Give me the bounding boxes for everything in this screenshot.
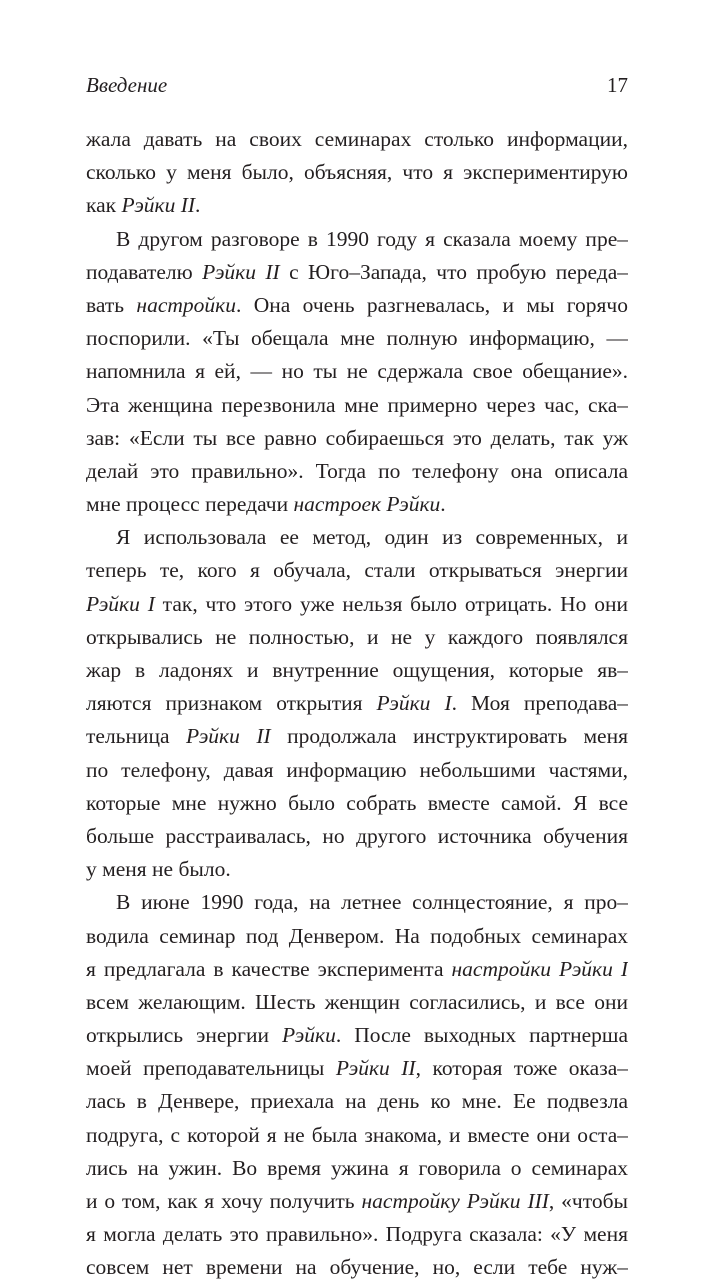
text-run: , которая тоже оказа–: [415, 1056, 628, 1081]
text-run: я могла делать это правильно». Подруга сказала: «У меня: [86, 1222, 628, 1247]
text-line: [86, 687, 628, 720]
text-line: [86, 123, 628, 156]
text-run: подруга, с которой я не была знакома, и вместе они оста–: [86, 1122, 628, 1147]
text-line: [86, 1052, 628, 1085]
text-run: зав: «Если ты все равно собираешься это делать, так уж: [86, 425, 628, 450]
text-run: водила семинар под Денвером. На подобных семинарах: [86, 923, 628, 948]
text-line: [86, 554, 628, 587]
text-line: [86, 455, 628, 488]
text-line: [86, 588, 628, 621]
italic-term: Рэйки II: [121, 193, 196, 218]
text-line: [86, 853, 628, 886]
text-run: продолжала инструктировать меня: [270, 724, 628, 749]
text-run: которые мне нужно было собрать вместе самой. Я все: [86, 790, 628, 815]
text-line: [86, 322, 628, 355]
italic-term: Рэйки II: [202, 259, 280, 284]
text-run: В июне 1990 года, на летнее солнцестояние, я про–: [116, 890, 628, 915]
italic-term: Рэйки I: [86, 591, 155, 616]
text-line: [86, 488, 628, 521]
text-line: [86, 256, 628, 289]
text-run: моей преподавательницы: [86, 1056, 336, 1081]
text-line: [86, 953, 628, 986]
text-run: Эта женщина перезвонила мне примерно через час, ска–: [86, 392, 628, 417]
text-line: [86, 355, 628, 388]
text-run: . Моя преподава–: [451, 691, 628, 716]
italic-term: настройки Рэйки I: [451, 956, 628, 981]
text-run: .: [195, 193, 201, 218]
text-run: открылись энергии: [86, 1023, 282, 1048]
text-line: [86, 986, 628, 1019]
text-run: жала давать на своих семинарах столько информации,: [86, 127, 628, 151]
italic-term: Рэйки II: [335, 1056, 416, 1081]
text-line: [86, 820, 628, 853]
text-line: [86, 787, 628, 820]
text-run: я предлагала в качестве эксперимента: [86, 956, 452, 981]
text-run: совсем нет времени на обучение, но, если тебе нуж–: [86, 1255, 628, 1280]
text-line: [86, 920, 628, 953]
text-line: [86, 156, 628, 189]
text-line: [86, 754, 628, 787]
text-run: с Юго–Запада, что пробую переда–: [279, 259, 628, 284]
body-text: [86, 123, 628, 1285]
text-run: по телефону, давая информацию небольшими частями,: [86, 757, 628, 782]
text-line: [86, 1185, 628, 1218]
text-run: вать: [86, 292, 137, 317]
text-run: . Она очень разгневалась, и мы горячо: [235, 292, 628, 317]
section-title: Введение: [86, 73, 168, 97]
text-run: теперь те, кого я обучала, стали открываться энергии: [86, 558, 628, 583]
text-line: [86, 521, 628, 554]
text-run: Я использовала ее метод, один из современных, и: [116, 525, 628, 550]
text-run: , «чтобы: [548, 1189, 628, 1213]
running-header: [86, 70, 628, 100]
text-run: лась в Денвере, приехала на день ко мне. Ее подвезла: [86, 1089, 628, 1114]
italic-term: Рэйки II: [186, 724, 271, 749]
text-run: больше расстраивалась, но другого источника обучения: [86, 823, 628, 848]
text-line: [86, 389, 628, 422]
italic-term: Рэйки I: [376, 691, 452, 716]
text-run: делай это правильно». Тогда по телефону она описала: [86, 458, 628, 483]
text-line: [86, 654, 628, 687]
text-line: [86, 1085, 628, 1118]
text-run: . После выходных партнерша: [335, 1023, 628, 1048]
text-run: и о том, как я хочу получить: [86, 1189, 362, 1213]
text-line: [86, 720, 628, 753]
text-run: жар в ладонях и внутренние ощущения, которые яв–: [86, 658, 628, 682]
italic-term: Рэйки: [281, 1023, 336, 1048]
text-line: [86, 1019, 628, 1052]
text-run: всем желающим. Шесть женщин согласились, и все они: [86, 989, 628, 1014]
text-line: [86, 621, 628, 654]
text-line: [86, 422, 628, 455]
text-line: [86, 1218, 628, 1251]
italic-term: настроек Рэйки: [293, 492, 441, 517]
text-line: [86, 886, 628, 919]
italic-term: настройки: [136, 292, 236, 317]
text-line: [86, 223, 628, 256]
italic-term: настройку Рэйки III: [361, 1189, 549, 1213]
text-run: подавателю: [86, 259, 203, 284]
text-line: [86, 1251, 628, 1284]
text-run: тельница: [86, 724, 186, 749]
text-run: мне процесс передачи: [86, 492, 294, 517]
text-run: сколько у меня было, объясняя, что я экспериментирую: [86, 160, 628, 185]
text-run: В другом разговоре в 1990 году я сказала моему пре–: [116, 226, 628, 251]
text-run: как: [86, 193, 122, 218]
text-line: [86, 1119, 628, 1152]
text-line: [86, 289, 628, 322]
text-run: у меня не было.: [86, 857, 231, 882]
text-run: лись на ужин. Во время ужина я говорила о семинарах: [86, 1155, 628, 1180]
text-line: [86, 1152, 628, 1185]
text-run: напомнила я ей, — но ты не сдержала свое обещание».: [86, 359, 628, 384]
text-run: .: [440, 492, 446, 517]
text-line: [86, 189, 628, 222]
text-run: поспорили. «Ты обещала мне полную информацию, —: [86, 326, 628, 351]
text-run: открывались не полностью, и не у каждого появлялся: [86, 624, 628, 649]
text-run: ляются признаком открытия: [86, 691, 377, 716]
text-run: так, что этого уже нельзя было отрицать. Но они: [154, 591, 628, 616]
page-number: 17: [607, 73, 628, 97]
